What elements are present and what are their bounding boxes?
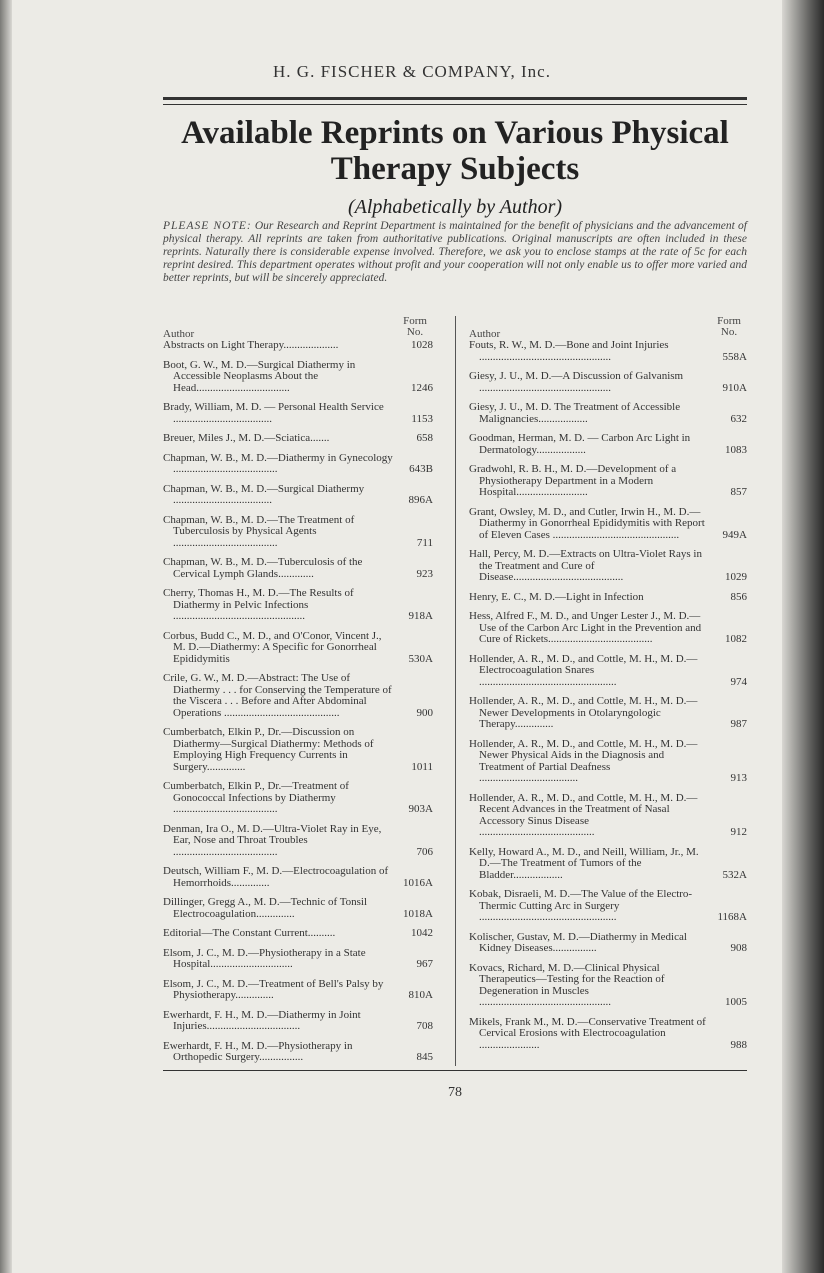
reprint-entry <box>163 824 433 859</box>
entry-text: Giesy, J. U., M. D. The Treatment of Accessible Malignancies.................. <box>469 401 681 425</box>
form-number: 1011 <box>411 760 433 773</box>
form-number: 900 <box>416 706 433 719</box>
form-number: 1042 <box>411 927 433 939</box>
entry-text: Fouts, R. W., M. D.—Bone and Joint Injuries ................................................ <box>469 339 669 363</box>
footer-rule <box>163 1070 747 1071</box>
entry-text: Kovacs, Richard, M. D.—Clinical Physical Therapeutics—Testing for the Reaction of Degeneration in Muscles ................................................ <box>469 961 665 1008</box>
form-number: 643B <box>409 463 433 475</box>
form-number: 632 <box>730 412 747 425</box>
form-number: 903A <box>408 803 433 815</box>
reprint-entry <box>469 402 747 425</box>
entry-text: Cherry, Thomas H., M. D.—The Results of Diathermy in Pelvic Infections ................................................ <box>163 587 354 622</box>
entry-text: Editorial—The Constant Current.......... <box>163 927 336 939</box>
form-number: 896A <box>408 494 433 506</box>
reprint-entry <box>469 932 747 955</box>
reprint-entry <box>163 727 433 773</box>
no-label: No. <box>406 326 424 338</box>
form-number: 845 <box>416 1051 433 1063</box>
form-number: 711 <box>416 536 433 549</box>
no-label: No. <box>720 326 738 338</box>
form-number: 857 <box>730 486 747 498</box>
page-number: 78 <box>448 1085 462 1100</box>
entry-text: Goodman, Herman, M. D. — Carbon Arc Light in Dermatology.................. <box>469 432 691 456</box>
entry-text: Kolischer, Gustav, M. D.—Diathermy in Medical Kidney Diseases................ <box>469 930 687 954</box>
entry-text: Hollender, A. R., M. D., and Cottle, M. H., M. D.—Electrocoagulation Snares .................................................. <box>469 652 698 688</box>
form-number: 910A <box>722 381 747 394</box>
note-label: PLEASE NOTE: <box>163 220 252 232</box>
form-number: 988 <box>730 1038 747 1051</box>
reprint-entry <box>163 928 433 940</box>
form-number: 1246 <box>411 381 433 394</box>
column-header <box>163 308 433 340</box>
reprint-entry <box>163 979 433 1002</box>
entry-text: Ewerhardt, F. H., M. D.—Diathermy in Joint Injuries.................................. <box>163 1008 361 1032</box>
form-number: 913 <box>730 772 747 784</box>
reprint-entry <box>163 340 433 352</box>
entry-text: Chapman, W. B., M. D.—Tuberculosis of the Cervical Lymph Glands............. <box>163 556 363 580</box>
page-subtitle: (Alphabetically by Author) <box>347 196 563 218</box>
reprint-entry <box>163 631 433 666</box>
reprint-entry <box>163 897 433 920</box>
reprint-entry <box>163 360 433 395</box>
form-number: 987 <box>730 718 747 730</box>
form-number: 908 <box>730 942 747 954</box>
entry-text: Dillinger, Gregg A., M. D.—Technic of Tonsil Electrocoagulation.............. <box>163 896 368 920</box>
page-title: Available Reprints on Various Physical Therapy Subjects <box>181 115 729 187</box>
author-heading: Author <box>163 328 195 340</box>
form-number: 658 <box>416 432 433 444</box>
book-gutter-shadow <box>0 0 12 1273</box>
entry-text: Chapman, W. B., M. D.—Surgical Diathermy .................................... <box>163 482 365 506</box>
reprint-entry <box>469 340 747 363</box>
reprint-entry <box>469 963 747 1009</box>
entry-text: Deutsch, William F., M. D.—Electrocoagulation of Hemorrhoids.............. <box>163 865 389 889</box>
form-number: 558A <box>722 350 747 363</box>
form-number: 1168A <box>717 911 747 923</box>
form-number: 1005 <box>725 996 747 1008</box>
right-entries <box>469 340 747 1051</box>
entry-text: Elsom, J. C., M. D.—Physiotherapy in a State Hospital.............................. <box>163 946 366 970</box>
entry-text: Denman, Ira O., M. D.—Ultra-Violet Ray in Eye, Ear, Nose and Throat Troubles ...................................... <box>163 822 382 858</box>
left-column <box>163 308 433 1072</box>
form-label: Form <box>717 315 741 327</box>
form-number: 1028 <box>411 339 433 351</box>
reprint-entry <box>163 515 433 550</box>
reprint-entry <box>163 433 433 445</box>
reprint-entry <box>469 371 747 394</box>
reprint-entry <box>163 1041 433 1064</box>
column-divider <box>455 316 456 1066</box>
entry-text: Elsom, J. C., M. D.—Treatment of Bell's Palsy by Physiotherapy.............. <box>163 977 384 1001</box>
entry-text: Boot, G. W., M. D.—Surgical Diathermy in Accessible Neoplasms About the Head.................................. <box>163 358 356 394</box>
form-number: 923 <box>416 567 433 580</box>
form-number: 530A <box>408 652 433 665</box>
form-number: 532A <box>722 868 747 881</box>
column-header <box>469 308 747 340</box>
header-rule <box>163 97 747 105</box>
entry-text: Corbus, Budd C., M. D., and O'Conor, Vincent J., M. D.—Diathermy: A Specific for Gonorrheal Epididymitis <box>163 629 382 665</box>
entry-text: Cumberbatch, Elkin P., Dr.—Discussion on Diathermy—Surgical Diathermy: Methods of Employing High Frequency Currents in Surgery.............. <box>163 726 374 773</box>
form-number: 1029 <box>725 571 747 583</box>
entry-text: Hollender, A. R., M. D., and Cottle, M. H., M. D.—Newer Developments in Otolaryngologic Therapy.............. <box>469 695 698 730</box>
form-number: 967 <box>416 958 433 970</box>
reprint-entry <box>469 739 747 785</box>
reprint-entry <box>163 1010 433 1033</box>
form-no-heading <box>397 316 433 338</box>
reprint-entry <box>469 1017 747 1052</box>
reprint-entry <box>469 793 747 839</box>
form-no-heading <box>711 316 747 338</box>
form-number: 708 <box>416 1020 433 1032</box>
form-number: 1018A <box>403 907 433 920</box>
entry-text: Chapman, W. B., M. D.—Diathermy in Gynecology ...................................... <box>163 451 393 475</box>
form-number: 974 <box>730 675 747 688</box>
reprint-entry <box>163 948 433 971</box>
reprint-entry <box>163 484 433 507</box>
reprint-entry <box>163 866 433 889</box>
entry-text: Gradwohl, R. B. H., M. D.—Development of a Physiotherapy Department in a Modern Hospital.......................... <box>469 463 677 498</box>
entry-text: Henry, E. C., M. D.—Light in Infection <box>469 590 644 603</box>
reprint-entry <box>469 507 747 542</box>
form-number: 918A <box>408 610 433 622</box>
note-text: Our Research and Reprint Department is maintained for the benefit of physicians and the advancement of physical therapy. All reprints are taken from authoritative publications. Original manuscripts are often included in these reprints. Naturally there is considerable expense involved. Therefore, we ask you to enclose stamps at the rate of 5c for each reprint desired. This department operates without profit and your cooperation will not only enable us to offer more varied and better reprints, but will be sincerely appreciated. <box>163 220 747 284</box>
reprint-entry <box>163 402 433 425</box>
entry-text: Mikels, Frank M., M. D.—Conservative Treatment of Cervical Erosions with Electrocoagulation ...................... <box>469 1015 706 1051</box>
entry-text: Hall, Percy, M. D.—Extracts on Ultra-Violet Rays in the Treatment and Cure of Disease........................................ <box>469 548 702 583</box>
reprint-entry <box>163 673 433 719</box>
reprint-entry <box>469 464 747 499</box>
form-number: 1153 <box>411 412 433 425</box>
running-head: H. G. FISCHER & COMPANY, Inc. <box>273 62 551 81</box>
entry-text: Giesy, J. U., M. D.—A Discussion of Galvanism ................................................ <box>469 370 684 394</box>
please-note-paragraph <box>163 220 747 285</box>
form-number: 1083 <box>725 443 747 456</box>
entry-text: Kobak, Disraeli, M. D.—The Value of the Electro-Thermic Cutting Arc in Surgery .................................................. <box>469 888 693 923</box>
reprint-entry <box>469 549 747 584</box>
form-number: 1082 <box>725 633 747 645</box>
reprint-entry <box>163 557 433 580</box>
entry-text: Hess, Alfred F., M. D., and Unger Lester J., M. D.—Use of the Carbon Arc Light in the Prevention and Cure of Rickets...................................... <box>469 610 702 645</box>
reprint-entry <box>163 453 433 476</box>
form-number: 810A <box>408 989 433 1001</box>
form-number: 1016A <box>403 876 433 889</box>
form-number: 949A <box>722 528 747 541</box>
entry-text: Ewerhardt, F. H., M. D.—Physiotherapy in Orthopedic Surgery................ <box>163 1039 353 1063</box>
entry-text: Grant, Owsley, M. D., and Cutler, Irwin H., M. D.—Diathermy in Gonorrheal Epididymitis with Report of Eleven Cases .............................................. <box>469 505 705 541</box>
reprint-entry <box>163 781 433 816</box>
entry-text: Abstracts on Light Therapy.................... <box>163 339 339 351</box>
form-label: Form <box>403 315 427 327</box>
entry-text: Brady, William, M. D. — Personal Health Service .................................... <box>163 401 384 425</box>
entry-text: Breuer, Miles J., M. D.—Sciatica....... <box>163 432 330 444</box>
entry-text: Crile, G. W., M. D.—Abstract: The Use of Diathermy . . . for Conserving the Temperature of the Viscera . . . Before and After Abdominal Operations .......................................... <box>163 672 392 719</box>
right-column <box>469 308 747 1059</box>
reprint-entry <box>469 592 747 604</box>
page-edge-shadow <box>782 0 824 1273</box>
reprint-entry <box>469 696 747 731</box>
reprint-entry <box>469 433 747 456</box>
reprint-entry <box>469 611 747 646</box>
form-number: 856 <box>730 590 747 603</box>
entry-text: Hollender, A. R., M. D., and Cottle, M. H., M. D.—Newer Physical Aids in the Diagnosis and Treatment of Partial Deafness .................................... <box>469 737 698 784</box>
entry-text: Hollender, A. R., M. D., and Cottle, M. H., M. D.—Recent Advances in the Treatment of Nasal Accessory Sinus Disease .......................................... <box>469 791 698 838</box>
entry-text: Kelly, Howard A., M. D., and Neill, William, Jr., M. D.—The Treatment of Tumors of the Bladder.................. <box>469 845 699 881</box>
reprint-entry <box>469 654 747 689</box>
author-heading: Author <box>469 328 501 340</box>
entry-text: Chapman, W. B., M. D.—The Treatment of Tuberculosis by Physical Agents ...................................... <box>163 513 355 549</box>
left-entries <box>163 340 433 1064</box>
reprint-entry <box>469 847 747 882</box>
entry-text: Cumberbatch, Elkin P., Dr.—Treatment of Gonococcal Infections by Diathermy ...................................... <box>163 780 349 815</box>
reprint-entry <box>469 889 747 924</box>
reprint-entry <box>163 588 433 623</box>
form-number: 706 <box>416 845 433 858</box>
reprint-list <box>163 308 747 1068</box>
form-number: 912 <box>730 826 747 838</box>
